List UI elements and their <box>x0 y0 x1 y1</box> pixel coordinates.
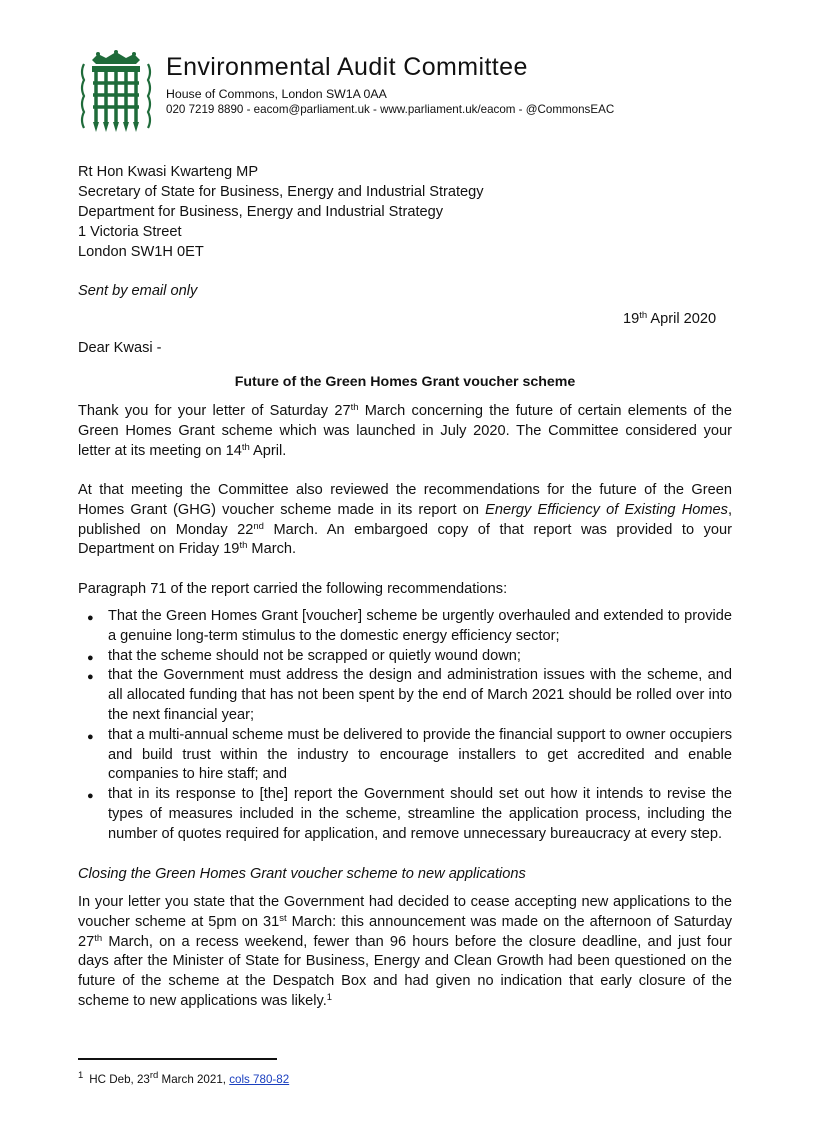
committee-contact-details: 020 7219 8890 - eacom@parliament.uk - www.parliament.uk/eacom - @CommonsEAC <box>166 103 615 116</box>
salutation: Dear Kwasi - <box>78 340 162 356</box>
bullet-icon: ● <box>87 612 94 624</box>
recipient-department: Department for Business, Energy and Industrial Strategy <box>78 204 444 220</box>
footnote-reference[interactable]: 1 <box>326 991 333 1003</box>
committee-name: Environmental Audit Committee <box>166 53 528 81</box>
letter-date: 19th April 2020 <box>623 310 717 327</box>
bullet-icon: ● <box>87 671 94 684</box>
portcullis-crest-icon <box>78 50 154 134</box>
paragraph-4: In your letter you state that the Government had decided to cease accepting new applications to the voucher scheme at 5pm on 31st March: this announcement was made on the afternoon of Saturday 27th March, on a recess weekend, fewer than 96 hours before the closure deadline, and just four days after the Minister of State for Business, Energy and Clean Growth had been questioned on the future of the scheme at the Despatch Box and had given no indication that early closure of the scheme to new applications was likely.$^1$ <box>78 894 732 1009</box>
footnote-divider <box>78 1058 277 1060</box>
list-item: ● that in its response to [the] report the Government should set out how it intends to revise the types of measures included in the scheme, streamline the application process, including the number of quotes required for application, and remove unnecessary bureaucracy at every step. <box>87 786 732 842</box>
recipient-title: Secretary of State for Business, Energy and Industrial Strategy <box>78 184 484 200</box>
footnote: $^1$ HC Deb, 23rd March 2021, cols 780-82 <box>78 1070 290 1086</box>
recipient-city-postcode: London SW1H 0ET <box>78 244 204 260</box>
paragraph-3: Paragraph 71 of the report carried the following recommendations: <box>78 581 508 597</box>
list-item: ● that the scheme should not be scrapped or quietly wound down; <box>78 647 732 667</box>
bullet-icon: ● <box>87 790 94 803</box>
list-item: ● that a multi-annual scheme must be delivered to provide the financial support to owner occupiers and build trust within the industry to encourage installers to get accredited and enable companies to hire staff; and <box>87 726 732 783</box>
recipient-name: Rt Hon Kwasi Kwarteng MP <box>78 164 259 180</box>
recommendations-list <box>78 607 732 845</box>
delivery-note: Sent by email only <box>78 283 198 299</box>
bullet-icon: ● <box>87 651 94 664</box>
committee-address: House of Commons, London SW1A 0AA <box>166 87 387 101</box>
letter-subject: Future of the Green Homes Grant voucher scheme <box>234 374 576 390</box>
bullet-icon: ● <box>87 730 94 743</box>
list-item: ● That the Green Homes Grant [voucher] scheme be urgently overhauled and extended to provide a genuine long-term stimulus to the domestic energy efficiency sector; <box>87 608 732 644</box>
footnote-link[interactable]: cols 780-82 <box>229 1073 290 1086</box>
recipient-street: 1 Victoria Street <box>78 224 182 240</box>
list-item: ● that the Government must address the design and administration issues with the scheme, and all allocated funding that has not been spent by the end of March 2021 should be rolled over into the next financial year; <box>87 667 732 723</box>
report-title: Energy Efficiency of Existing Homes <box>485 501 728 518</box>
paragraph-1: Thank you for your letter of Saturday 27th March concerning the future of certain elements of the Green Homes Grant scheme which was launched in July 2020. The Committee considered your letter at its meeting on 14th April. <box>78 402 732 459</box>
section-heading: Closing the Green Homes Grant voucher scheme to new applications <box>78 866 526 882</box>
paragraph-2: At that meeting the Committee also reviewed the recommendations for the future of the Green Homes Grant (GHG) voucher scheme made in its report on Energy Efficiency of Existing Homes, published on Monday 22nd March. An embargoed copy of that report was provided to your Department on Friday 19th March. <box>78 482 732 558</box>
